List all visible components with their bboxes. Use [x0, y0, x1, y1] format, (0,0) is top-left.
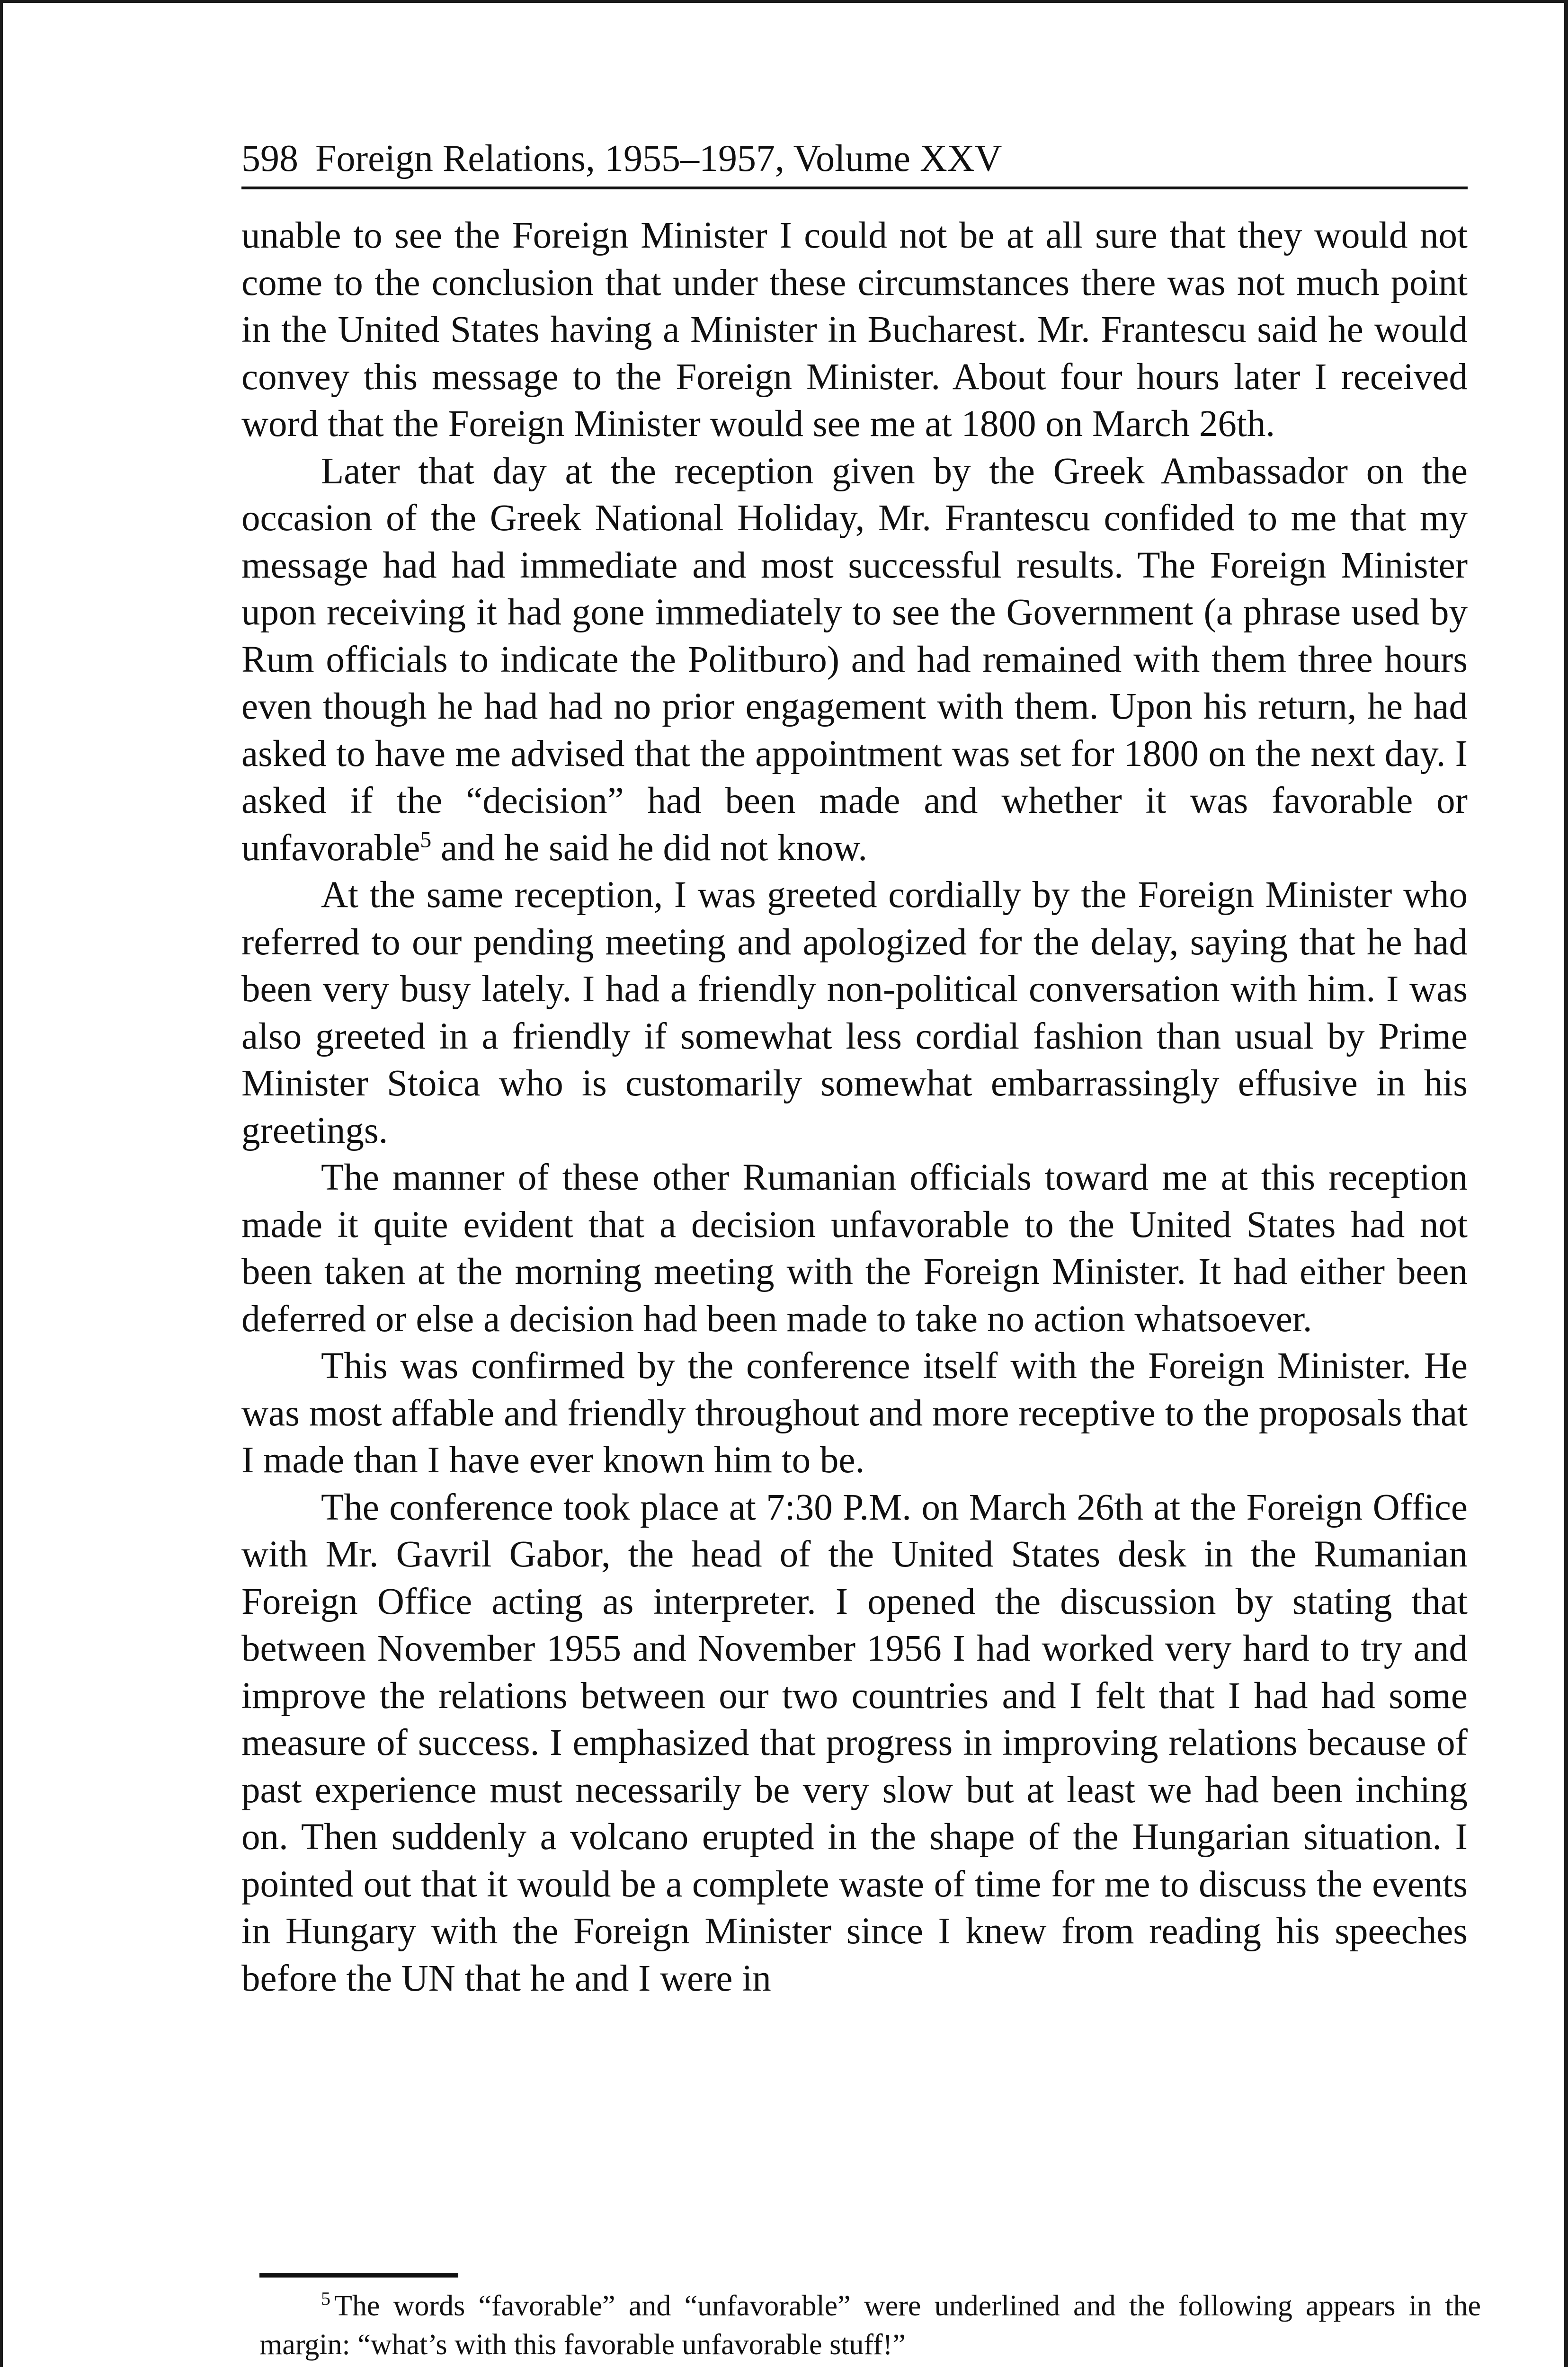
publication-title: Foreign Relations, 1955–1957, Volume XXV — [315, 138, 1002, 179]
footnote — [259, 2287, 1481, 2364]
scan-border-left — [0, 0, 3, 2367]
paragraph-5: This was confirmed by the conference itself with the Foreign Minister. He was most affable and friendly throughout and more receptive to the proposals that I made than I have ever known him to be. — [241, 1345, 1468, 1481]
paragraph-2-body: the occasion of the Greek National Holiday, Mr. Frantescu confided to me that my message had had immediate and most successful results. The Foreign Minister upon receiving it had gone immediately to see the Government (a phrase used by Rum officials to indicate the Politburo) and had remained with them three hours even though he had had no prior engagement with them. Upon his return, he had asked to have me advised that the appointment was set for 1800 on the next day. I asked if the “decision” had been made and whether it was favorable or unfavorable — [241, 450, 1468, 869]
paragraph-2 — [241, 448, 1468, 872]
scan-border-top — [0, 0, 1568, 3]
paragraph-2-lead: Later that day at the reception given by the Greek Ambassador on — [321, 450, 1404, 492]
body-text — [241, 212, 1468, 2002]
footnote-reference[interactable]: 5 — [420, 827, 432, 853]
running-header — [241, 133, 1468, 189]
document-page — [241, 133, 1468, 2002]
paragraph-3: At the same reception, I was greeted cordially by the Foreign Minister who referred to our pending meeting and apologized for the delay, saying that he had been very busy lately. I had a friendly non-political conversation with him. I was also greeted in a friendly if somewhat less cordial fashion than usual by Prime Minister Stoica who is customarily somewhat embarrassingly effusive in his greetings. — [241, 874, 1468, 1151]
scan-border-right — [1564, 0, 1568, 2367]
paragraph-2-tail: and he said he did not know. — [431, 827, 868, 869]
page-number: 598 — [241, 138, 298, 179]
footnote-marker: 5 — [321, 2288, 330, 2310]
footnote-divider — [259, 2273, 458, 2278]
paragraph-4: The manner of these other Rumanian officials toward me at this reception made it quite evident that a decision unfavorable to the United States had not been taken at the morning meeting with the Foreign Minister. It had either been deferred or else a decision had been made to take no action whatsoever. — [241, 1157, 1468, 1340]
paragraph-1: unable to see the Foreign Minister I could not be at all sure that they would not come to the conclusion that under these circumstances there was not much point in the United States having a Minister in Bucharest. Mr. Frantescu said he would convey this message to the Foreign Minister. About four hours later I received word that the Foreign Minister would see me at 1800 on March 26th. — [241, 215, 1468, 445]
paragraph-6: The conference took place at 7:30 P.M. on March 26th at the Foreign Office with Mr. Gavril Gabor, the head of the United States desk in the Rumanian Foreign Office acting as interpreter. I opened the discussion by stating that between November 1955 and November 1956 I had worked very hard to try and improve the relations between our two countries and I felt that I had had some measure of success. I emphasized that progress in improving relations because of past experience must necessarily be very slow but at least we had been inching on. Then suddenly a volcano erupted in the shape of the Hungarian situation. I pointed out that it would be a complete waste of time for me to discuss the events in Hungary with the Foreign Minister since I knew from reading his speeches before the UN that he and I were in — [241, 1486, 1468, 1999]
footnote-text: The words “favorable” and “unfavorable” were underlined and the following appears in the margin: “what’s with this favorable unfavorable stuff!” — [259, 2290, 1481, 2361]
